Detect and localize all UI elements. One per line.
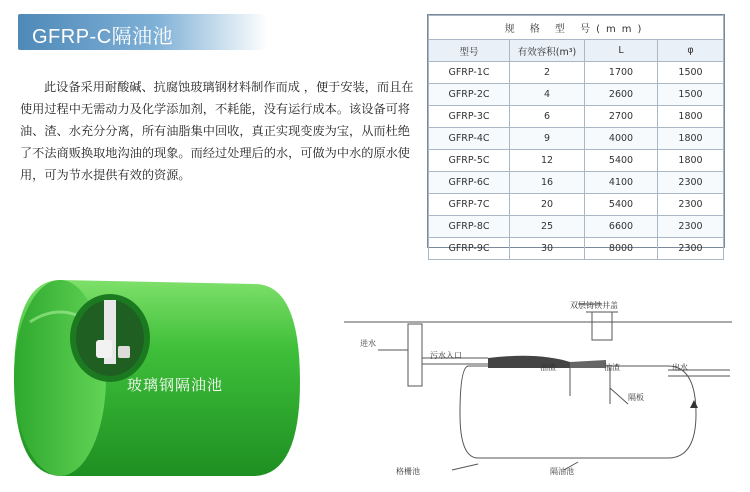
- spec-row: [429, 216, 724, 238]
- spec-cell-length: 1700: [585, 62, 658, 84]
- spec-cell-volume: 12: [510, 150, 585, 172]
- spec-header-row: [429, 40, 724, 62]
- spec-cell-length: 4100: [585, 172, 658, 194]
- spec-cell-diameter: 1500: [658, 84, 724, 106]
- spec-cell-volume: 25: [510, 216, 585, 238]
- spec-cell-length: 5400: [585, 150, 658, 172]
- spec-header-diameter: φ: [658, 40, 724, 62]
- diagram-label-inlet: 进水: [360, 339, 376, 348]
- spec-cell-diameter: 2300: [658, 172, 724, 194]
- spec-cell-length: 8000: [585, 238, 658, 260]
- section-diagram: [338, 296, 738, 490]
- spec-cell-length: 4000: [585, 128, 658, 150]
- spec-header-volume: 有效容积(m³): [510, 40, 585, 62]
- spec-row: [429, 194, 724, 216]
- spec-cell-model: GFRP-4C: [429, 128, 510, 150]
- grease-pit-wall: [408, 324, 422, 386]
- spec-cell-volume: 6: [510, 106, 585, 128]
- spec-cell-volume: 2: [510, 62, 585, 84]
- diagram-label-oil-residue: 油渣: [540, 363, 556, 372]
- spec-cell-diameter: 2300: [658, 238, 724, 260]
- diagram-label-outlet: 出水: [672, 363, 688, 372]
- spec-row: [429, 172, 724, 194]
- spec-cell-diameter: 2300: [658, 194, 724, 216]
- spec-row: [429, 238, 724, 260]
- spec-header-model: 型号: [429, 40, 510, 62]
- spec-cell-volume: 9: [510, 128, 585, 150]
- spec-header-length: L: [585, 40, 658, 62]
- spec-cell-model: GFRP-6C: [429, 172, 510, 194]
- spec-cell-diameter: 1500: [658, 62, 724, 84]
- oil-layer: [488, 356, 570, 368]
- spec-cell-diameter: 1800: [658, 106, 724, 128]
- spec-row: [429, 62, 724, 84]
- diagram-label-cover: 双层铸铁井盖: [570, 301, 618, 310]
- spec-cell-model: GFRP-2C: [429, 84, 510, 106]
- flow-arrow: [690, 400, 698, 408]
- spec-row: [429, 106, 724, 128]
- spec-cell-volume: 30: [510, 238, 585, 260]
- spec-table: [428, 15, 724, 260]
- spec-row: [429, 128, 724, 150]
- spec-cell-model: GFRP-9C: [429, 238, 510, 260]
- spec-cell-model: GFRP-7C: [429, 194, 510, 216]
- product-description: 此设备采用耐酸碱、抗腐蚀玻璃钢材料制作而成 ，便于安装，而且在使用过程中无需动力及化学添加剂，不耗能，没有运行成本。该设备可将油、渣、水充分分离，所有油脂集中回收，真正实现变废为宝，从而杜绝了不法商贩换取地沟油的现象。而经过处理后的水，可做为中水的原水使用，可为节水提供有效的资源。: [20, 80, 414, 183]
- spec-cell-length: 2600: [585, 84, 658, 106]
- spec-cell-model: GFRP-5C: [429, 150, 510, 172]
- diagram-label-oil-residue-2: 油渣: [604, 363, 620, 372]
- diagram-label-grease-pit: 格栅池: [396, 467, 420, 476]
- page-title: GFRP-C隔油池: [32, 26, 174, 48]
- diagram-label-baffle: 隔板: [628, 393, 644, 402]
- spec-cell-volume: 20: [510, 194, 585, 216]
- product-photo-label: 玻璃钢隔油池: [127, 376, 224, 394]
- spec-cell-volume: 16: [510, 172, 585, 194]
- spec-cell-length: 2700: [585, 106, 658, 128]
- spec-cell-volume: 4: [510, 84, 585, 106]
- manhole-shaft: [592, 312, 612, 340]
- diagram-label-sewage-inlet: 污水入口: [430, 351, 462, 360]
- spec-cell-model: GFRP-3C: [429, 106, 510, 128]
- spec-cell-model: GFRP-1C: [429, 62, 510, 84]
- diagram-label-oil-separator: 隔油池: [550, 467, 574, 476]
- spec-table-panel: [427, 14, 725, 254]
- spec-caption: 规 格 型 号(mm): [429, 16, 724, 40]
- spec-cell-model: GFRP-8C: [429, 216, 510, 238]
- title-bar: [18, 14, 268, 50]
- spec-row: [429, 150, 724, 172]
- separator-tank: [460, 366, 696, 458]
- spec-cell-diameter: 2300: [658, 216, 724, 238]
- spec-cell-length: 6600: [585, 216, 658, 238]
- spec-cell-diameter: 1800: [658, 128, 724, 150]
- spec-cell-diameter: 1800: [658, 150, 724, 172]
- spec-row: [429, 84, 724, 106]
- spec-cell-length: 5400: [585, 194, 658, 216]
